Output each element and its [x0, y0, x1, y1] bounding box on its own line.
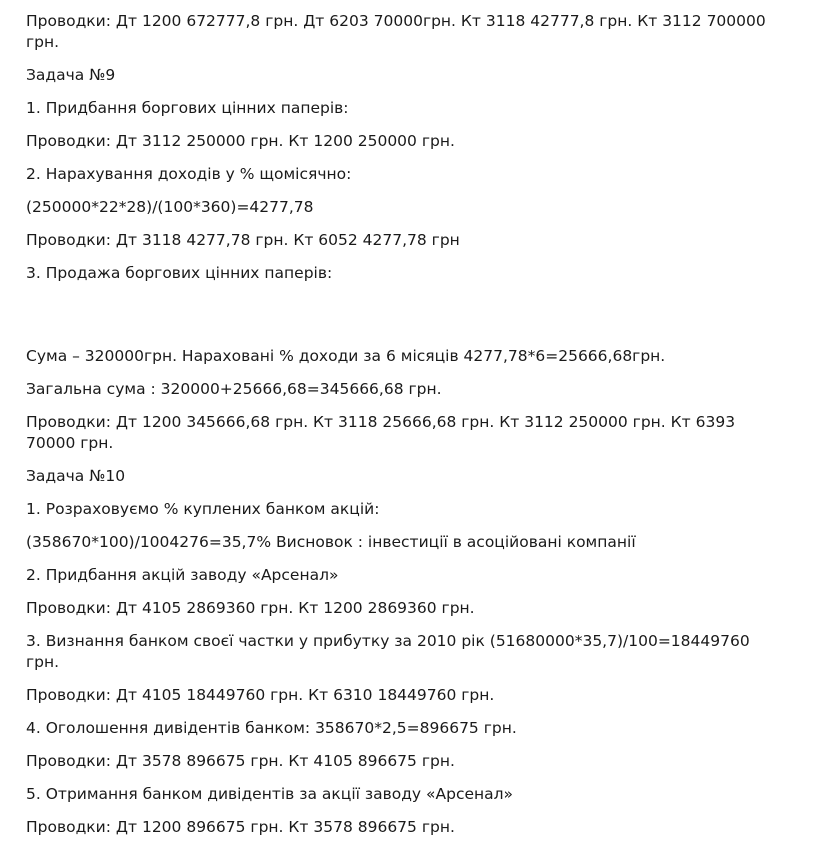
entry-line: Проводки: Дт 3578 896675 грн. Кт 4105 896675 грн. — [26, 752, 455, 770]
entry-line: Проводки: Дт 3118 4277,78 грн. Кт 6052 4277,78 грн — [26, 231, 460, 249]
formula-line: (250000*22*28)/(100*360)=4277,78 — [26, 198, 314, 216]
entry-line: Проводки: Дт 4105 2869360 грн. Кт 1200 2869360 грн. — [26, 599, 475, 617]
task-heading: Задача №9 — [26, 66, 116, 84]
step-line: 1. Придбання боргових цінних паперів: — [26, 99, 349, 117]
step-line: 3. Продажа боргових цінних паперів: — [26, 264, 333, 282]
step-line: 1. Розраховуємо % куплених банком акцій: — [26, 500, 380, 518]
sum-line: Сума – 320000грн. Нараховані % доходи за 6 місяців 4277,78*6=25666,68грн. — [26, 347, 666, 365]
step-line: 2. Нарахування доходів у % щомісячно: — [26, 165, 352, 183]
formula-line: (358670*100)/1004276=35,7% Висновок : інвестиції в асоційовані компанії — [26, 533, 636, 551]
entry-line: Проводки: Дт 1200 672777,8 грн. Дт 6203 70000грн. Кт 3118 42777,8 грн. Кт 3112 700000 грн. — [26, 12, 766, 51]
step-line: 4. Оголошення дивідентів банком: 358670*2,5=896675 грн. — [26, 719, 517, 737]
document-body — [26, 11, 786, 838]
entry-line: Проводки: Дт 3112 250000 грн. Кт 1200 250000 грн. — [26, 132, 455, 150]
step-line: 3. Визнання банком своєї частки у прибутку за 2010 рік (51680000*35,7)/100=18449760 грн. — [26, 632, 750, 671]
step-line: 2. Придбання акцій заводу «Арсенал» — [26, 566, 339, 584]
entry-line: Проводки: Дт 1200 345666,68 грн. Кт 3118 25666,68 грн. Кт 3112 250000 грн. Кт 6393 70000 грн. — [26, 413, 736, 452]
task-heading: Задача №10 — [26, 467, 126, 485]
entry-line: Проводки: Дт 1200 896675 грн. Кт 3578 896675 грн. — [26, 818, 455, 836]
entry-line: Проводки: Дт 4105 18449760 грн. Кт 6310 18449760 грн. — [26, 686, 495, 704]
step-line: 5. Отримання банком дивідентів за акції заводу «Арсенал» — [26, 785, 514, 803]
total-line: Загальна сума : 320000+25666,68=345666,68 грн. — [26, 380, 442, 398]
